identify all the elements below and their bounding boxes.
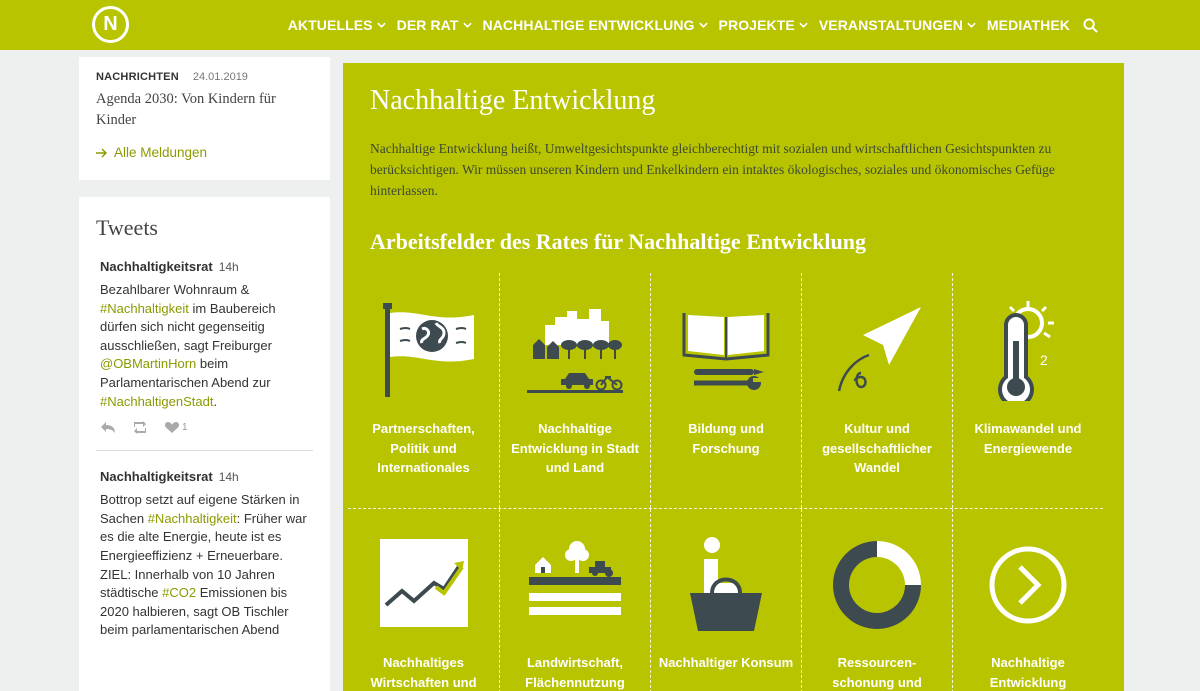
intro-text: Nachhaltige Entwicklung heißt, Umweltgesichtspunkte gleichberechtigt mit sozialen und wirtschaftlichen Gesichtspunkten zu berücksichtigen. Wir müssen unseren Kindern und Enkelkindern ein intaktes ökologisches, soziales und ökonomisches Gefüge hinterlassen.: [370, 141, 1055, 198]
rising-chart-icon: [374, 535, 474, 635]
nav-label: PROJEKTE: [718, 17, 795, 33]
thermometer-sun-icon: [978, 301, 1078, 401]
tweet-text-segment: Bezahlbarer Wohnraum &: [100, 282, 250, 297]
recycle-circle-icon: [827, 535, 927, 635]
tweet-link[interactable]: #CO2: [162, 585, 197, 601]
tweet-link[interactable]: #Nachhaltigkeit: [147, 510, 237, 526]
work-field-label: Nachhaltiger Konsum: [658, 655, 794, 670]
tweet-link[interactable]: @OBMartinHorn: [100, 356, 197, 372]
work-field-tile[interactable]: [801, 509, 952, 691]
flag-globe-icon: [374, 301, 474, 401]
nav-label: VERANSTALTUNGEN: [818, 17, 963, 33]
all-news-link[interactable]: [96, 145, 313, 160]
chevron-down-icon: [799, 22, 808, 28]
logo-letter: N: [103, 13, 118, 35]
work-field-tile[interactable]: [952, 273, 1103, 508]
nav-label: NACHHALTIGE ENTWICKLUNG: [482, 17, 695, 33]
tweet-list: [96, 259, 313, 656]
search-icon[interactable]: [1083, 18, 1098, 33]
tweet-actions: [100, 421, 309, 434]
tweets-card: [79, 197, 330, 691]
all-news-label: Alle Meldungen: [114, 145, 208, 160]
work-field-tile[interactable]: [499, 509, 650, 691]
page-title: Nachhaltige Entwicklung: [370, 85, 656, 116]
reply-icon[interactable]: [100, 421, 116, 434]
news-card: [79, 57, 330, 180]
work-field-tile[interactable]: [348, 509, 499, 691]
tweet-item[interactable]: [96, 259, 313, 451]
retweet-icon[interactable]: [132, 421, 148, 434]
work-field-label: Nachhaltige Entwicklung in Stadt und Land: [511, 421, 639, 475]
nav-der-rat[interactable]: [397, 17, 472, 33]
tweet-text-segment: beim Parlamentarischen Abend zur: [100, 356, 271, 390]
tweet-text-segment: im Baubereich dürfen sich nicht gegenseitig ausschließen, sagt Freiburger: [100, 300, 276, 353]
work-field-tile[interactable]: [952, 509, 1103, 691]
work-field-tile[interactable]: [650, 509, 801, 691]
news-meta: [96, 71, 313, 83]
farm-field-icon: [525, 535, 625, 635]
tweet-header: [100, 259, 309, 274]
work-field-label: Klimawandel und Energiewende: [974, 421, 1082, 456]
work-fields-row: [348, 508, 1103, 691]
work-field-label: Partnerschaften, Politik und Internationales: [372, 421, 475, 475]
tweet-header: [100, 469, 309, 484]
work-field-label: Landwirtschaft, Flächennutzung: [525, 655, 625, 690]
paper-plane-icon: [827, 301, 927, 401]
svg-text:2: 2: [1040, 352, 1048, 368]
tweet-text-segment: .: [213, 393, 218, 409]
nav-projekte[interactable]: [719, 17, 808, 33]
heart-icon: [164, 421, 180, 434]
work-field-label: Nachhaltige Entwicklung: [989, 655, 1067, 690]
tweet-link[interactable]: #Nachhaltigkeit: [100, 300, 189, 316]
chevron-down-icon: [463, 22, 472, 28]
work-field-tile[interactable]: [801, 273, 952, 508]
work-field-label: Nachhaltiges Wirtschaften und: [370, 655, 477, 690]
tweet-author[interactable]: Nachhaltigkeitsrat: [100, 259, 213, 274]
tweet-link[interactable]: #NachhaltigenStadt: [100, 393, 214, 409]
tweet-text-segment: : Früher war es die alte Energie, heute ist es Energieeffizienz + Erneuerbare. ZIEL: Innerhalb von 10 Jahren städtische: [100, 510, 307, 601]
nav-label: DER RAT: [396, 17, 459, 33]
tweet-text-segment: Emissionen bis 2020 halbieren, sagt OB Tischler beim parlamentarischen Abend: [100, 585, 289, 638]
city-country-icon: [525, 301, 625, 401]
tweet-author[interactable]: Nachhaltigkeitsrat: [100, 469, 213, 485]
work-field-label: Ressourcen-schonung und: [832, 655, 922, 690]
tweets-title: Tweets: [96, 215, 158, 240]
like-button[interactable]: [164, 421, 188, 434]
chevron-down-icon: [377, 22, 386, 28]
main-nav: [288, 0, 1098, 50]
shopping-basket-icon: [676, 535, 776, 635]
work-fields-grid: [348, 273, 1103, 691]
tweet-text: [100, 281, 309, 411]
work-field-label: Bildung und Forschung: [688, 421, 764, 456]
work-fields-row: [348, 273, 1103, 508]
tweet-time: 14h: [218, 470, 239, 485]
like-count: 1: [182, 422, 188, 434]
section-title: Arbeitsfelder des Rates für Nachhaltige Entwicklung: [370, 229, 867, 254]
news-date: 24.01.2019: [192, 71, 248, 83]
news-category[interactable]: NACHRICHTEN: [96, 71, 179, 83]
main-panel: [343, 63, 1124, 691]
tweet-text: [100, 491, 309, 640]
work-field-tile[interactable]: [348, 273, 499, 508]
arrow-right-icon: [96, 148, 108, 158]
nav-label: MEDIATHEK: [986, 17, 1070, 33]
news-title[interactable]: Agenda 2030: Von Kindern für Kinder: [96, 91, 276, 128]
nav-veranstaltungen[interactable]: [819, 17, 976, 33]
work-field-tile[interactable]: [650, 273, 801, 508]
tweet-text-segment: Bottrop setzt auf eigene Stärken in Sachen: [100, 492, 300, 526]
logo[interactable]: [92, 6, 129, 43]
nav-label: AKTUELLES: [287, 17, 373, 33]
tweet-item[interactable]: [96, 469, 313, 656]
work-field-label: Kultur und gesellschaftlicher Wandel: [822, 421, 932, 475]
nav-mediathek[interactable]: [987, 17, 1070, 33]
tweet-time: 14h: [218, 260, 239, 274]
work-field-tile[interactable]: [499, 273, 650, 508]
chevron-down-icon: [967, 22, 976, 28]
top-navigation-bar: [0, 0, 1200, 50]
chevron-down-icon: [699, 22, 708, 28]
nav-aktuelles[interactable]: [288, 17, 386, 33]
book-tools-icon: [676, 301, 776, 401]
nav-nachhaltige-entwicklung[interactable]: [483, 17, 708, 33]
arrow-circle-icon: [978, 535, 1078, 635]
